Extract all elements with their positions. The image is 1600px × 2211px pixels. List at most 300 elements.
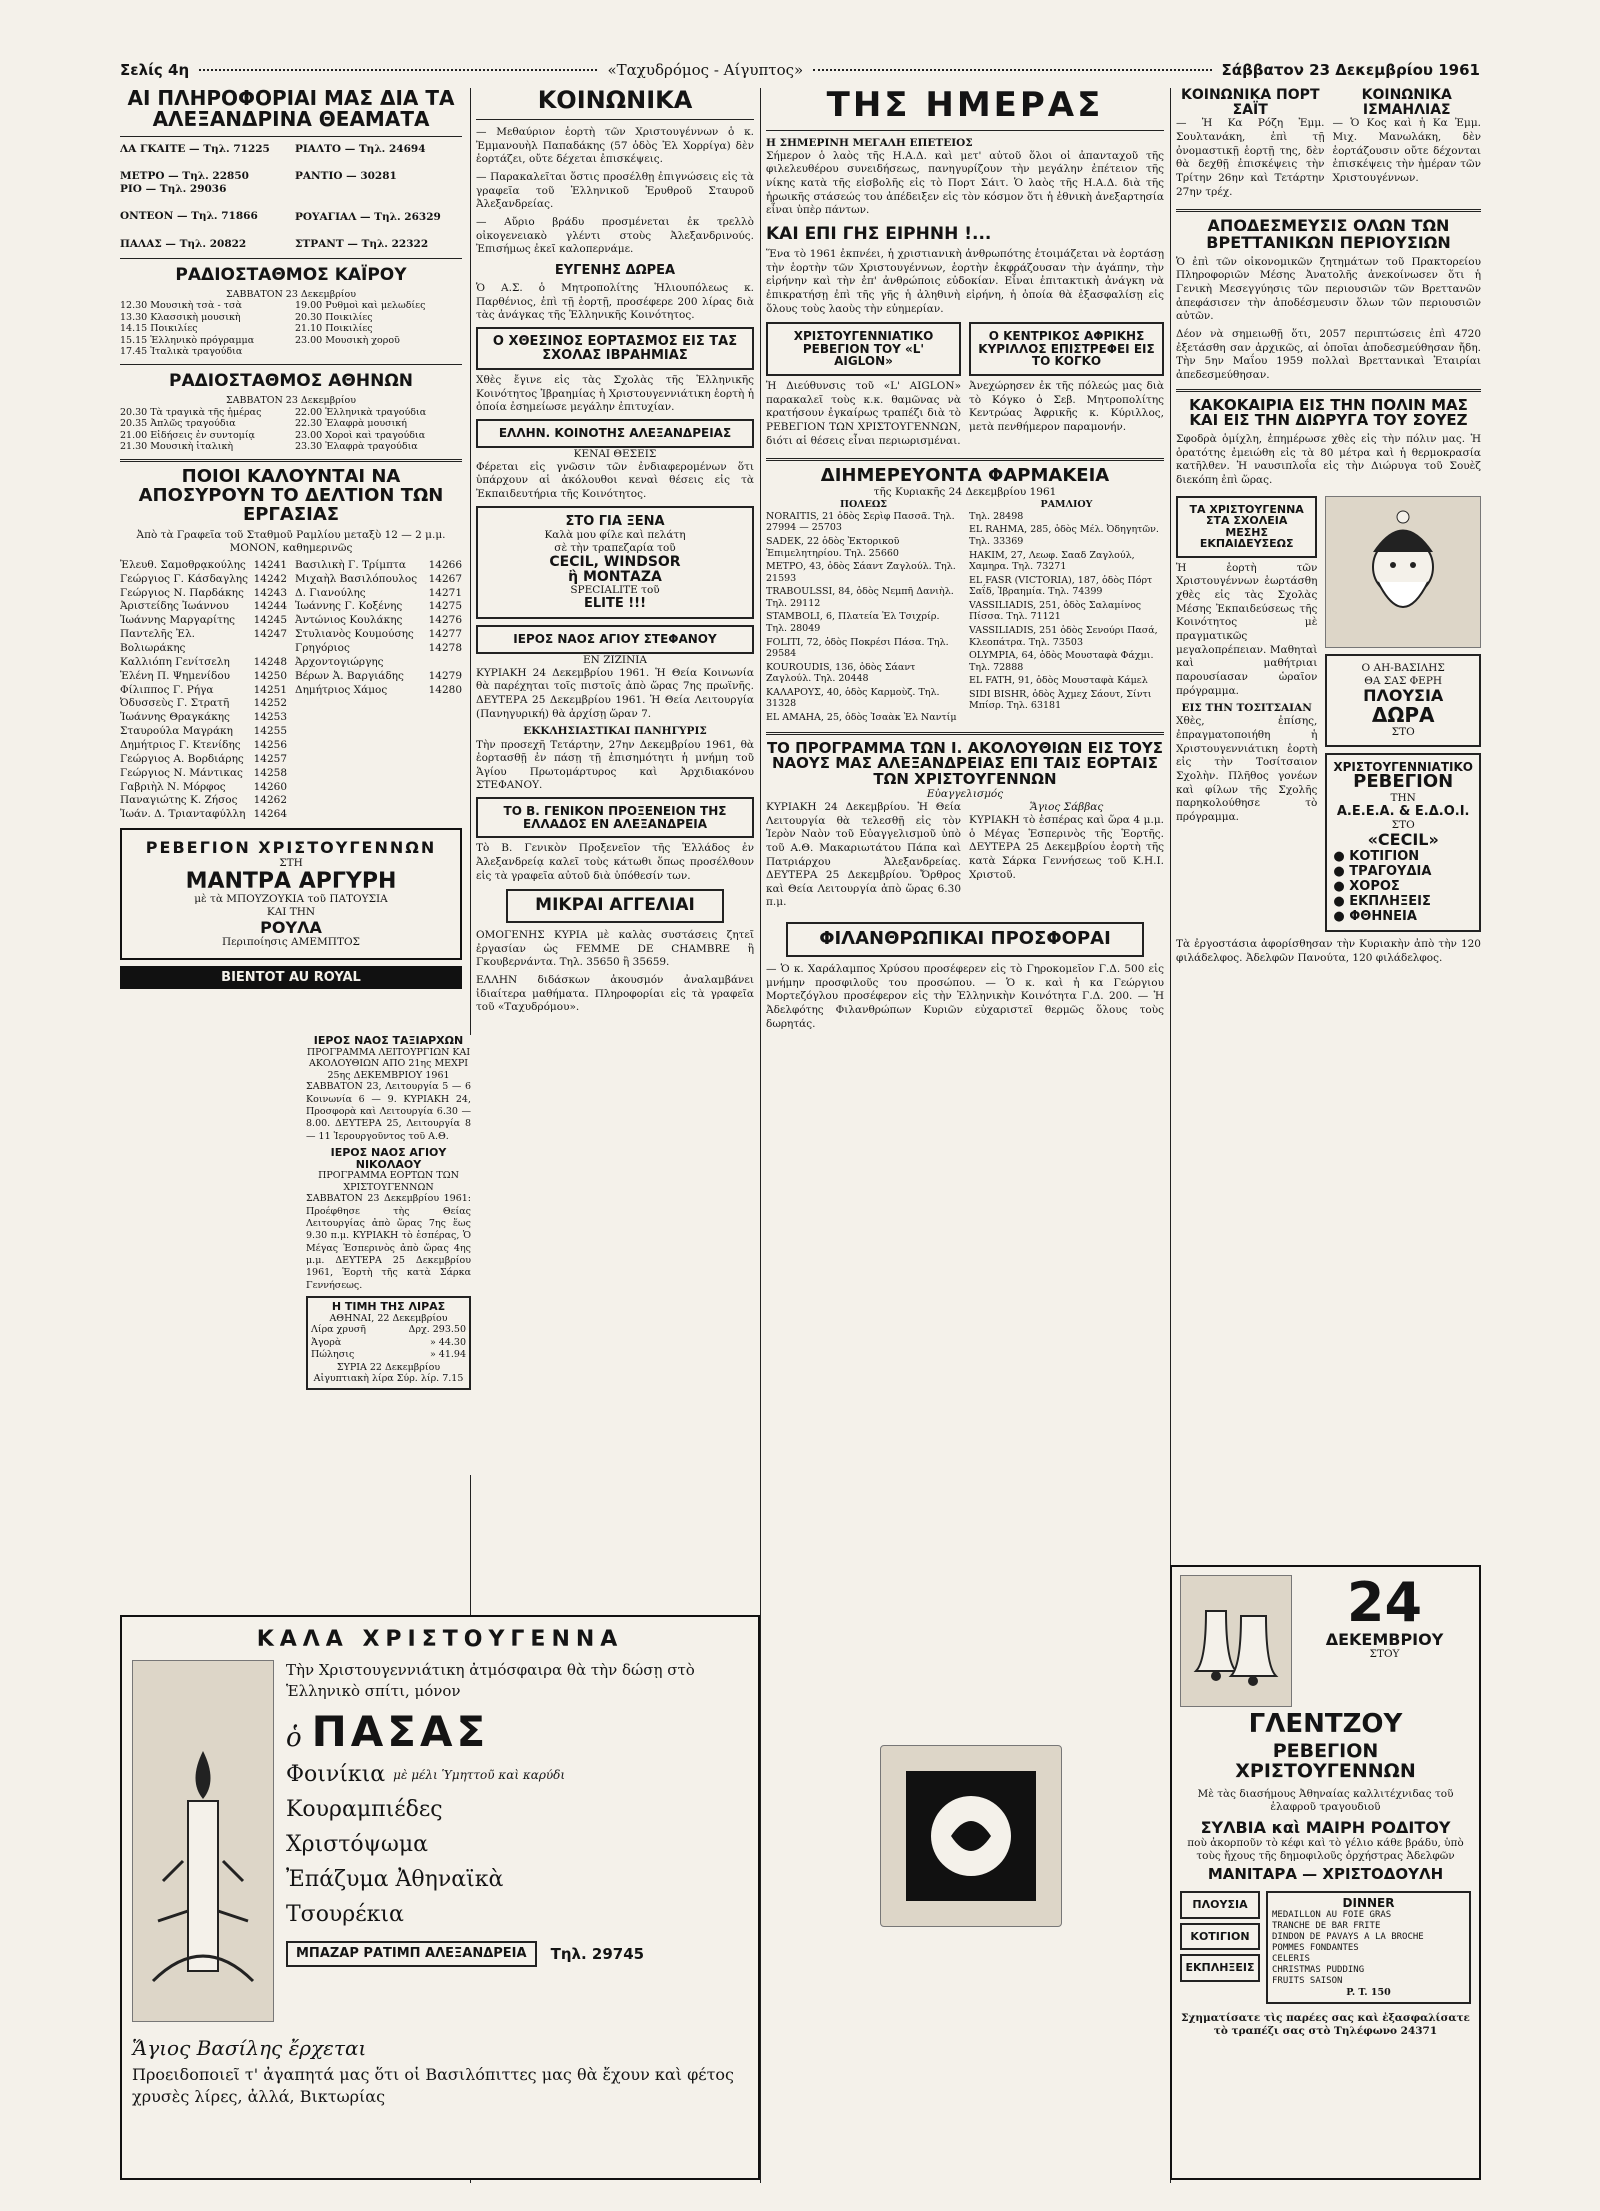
worker-name: Δ. Γιανούλης <box>295 586 366 599</box>
services-text: ΚΥΡΙΑΚΗ τὸ ἑσπέρας καὶ ὥρα 4 μ.μ. ὁ Μέγας Ἑσπερινὸς τῆς Ἑορτῆς. ΔΕΥΤΕΡΑ 25 Δεκεμβρίου ἑορτὴ τῆς κατὰ Σάρκα Γεννήσεως τοῦ Κ.Η.Ι. Χριστοῦ. <box>969 814 1164 881</box>
worker-number: 14241 <box>253 558 287 571</box>
gold-sub: ΣΥΡΙΑ 22 Δεκεμβρίου <box>336 1361 441 1373</box>
worker-name: Ἀριστείδης Ἰωάννου <box>120 600 229 613</box>
pharmacy-entry: OLYMPIA, 64, ὁδὸς Μουσταφὰ Φάχμι. Τηλ. 72888 <box>969 650 1154 673</box>
radio-item: 21.10 Ποικιλίες <box>295 323 373 335</box>
theatre-entry: ΡΙΟ — Τηλ. 29036 <box>120 183 227 196</box>
worker-name: Βασιλικὴ Γ. Τρίμπτα <box>295 558 406 571</box>
cecil-ad <box>476 506 754 619</box>
pharmacy-entry: VASSILIADIS, 251 ὁδὸς Σενούρι Πασά, Κλεοπάτρα. Τηλ. 73503 <box>969 625 1158 648</box>
pasas-intro: Τὴν Χριστουγεννιάτικη ἀτμόσφαιρα θὰ τὴν δώσῃ στὸ Ἑλληνικὸ σπίτι, μόνον <box>286 1661 695 1700</box>
pasas-brand: ΠΑΣΑΣ <box>311 1707 490 1756</box>
school-heading: ΤΑ ΧΡΙΣΤΟΥΓΕΝΝΑ ΣΤΑ ΣΧΟΛΕΙΑ ΜΕΣΗΣ ΕΚΠΑΙΔΕΥΣΕΩΣ <box>1176 496 1317 558</box>
worker-number: 14271 <box>428 586 462 599</box>
gold-label: Πώλησις <box>311 1349 355 1361</box>
worker-name: Σταυρούλα Μαγράκη <box>120 725 233 738</box>
aeea-ad <box>1325 753 1481 932</box>
worker-row <box>120 587 287 601</box>
pasas-ad <box>120 1615 760 2180</box>
services-saint: Ἅγιος Σάββας <box>1029 801 1104 813</box>
aeea-bullet-row <box>1333 864 1473 879</box>
masthead <box>120 58 1480 82</box>
radio-item: 14.15 Ποικιλίες <box>120 323 198 335</box>
worker-row <box>120 781 287 795</box>
aeea-bullet: ΕΚΠΛΗΞΕΙΣ <box>1349 893 1431 909</box>
worker-name: Δημήτριος Χάμος <box>295 683 388 696</box>
worker-row <box>120 600 287 614</box>
worker-name: Παντελῆς Ἐλ. Βολιωράκης <box>120 628 195 654</box>
worker-row <box>120 573 287 587</box>
pasas-footer-title: Ἅγιος Βασίλης ἔρχεται <box>132 2036 367 2060</box>
worker-number: 14256 <box>253 738 287 751</box>
glentzou-perf-note: ποὺ ἀκορποῦν τὸ κέφι καὶ τὸ γέλιο κάθε βράδυ, ὑπὸ τοὺς ἤχους τῆς δημοφιλοῦς ὀρχήστρας Ἀδελφῶν <box>1187 1837 1464 1863</box>
pharmacy-entry: EL AMAHA, 25, ὁδὸς Ἰσαὰκ Ἐλ Ναντίμ <box>766 712 957 724</box>
taxiarchon-text: ΣΑΒΒΑΤΟΝ 23, Λειτουργία 5 — 6 Κοινωνία 6 — 9. ΚΥΡΙΑΚΗ 24, Προσφορὰ καὶ Λειτουργία 6.30 — 8.00. ΔΕΥΤΕΡΑ 25, Λειτουργία 8 — 11 Ἱερουργοῦντος τοῦ Α.Θ. <box>306 1081 471 1142</box>
pharmacy-subheading: τῆς Κυριακῆς 24 Δεκεμβρίου 1961 <box>873 486 1057 499</box>
santa-ad-line: Ο ΑΗ-ΒΑΣΙΛΗΣ <box>1361 661 1445 674</box>
pharmacy-heading: ΔΙΗΜΕΡΕΥΟΝΤΑ ΦΑΡΜΑΚΕΙΑ <box>820 465 1110 487</box>
menu-item: MEDAILLON AU FOIE GRAS <box>1272 1909 1392 1920</box>
pasas-item: Ἐπάζυμα Ἀθηναϊκὰ <box>286 1867 504 1893</box>
taxiarchon-sub: ΠΡΟΓΡΑΜΜΑ ΛΕΙΤΟΥΡΓΙΩΝ ΚΑΙ ΑΚΟΛΟΥΘΙΩΝ ΑΠΟ 21ης ΜΕΧΡΙ 25ης ΔΕΚΕΜΒΡΙΟΥ 1961 <box>306 1046 471 1081</box>
worker-number: 14251 <box>253 683 287 696</box>
worker-row <box>120 794 287 808</box>
social-paragraph: — Μεθαύριον ἑορτὴ τῶν Χριστουγέννων ὁ κ. Ἐμμανουὴλ Παπαδάκης (57 ὁδὸς Ἐλ Χορρίγα) δὲν ἑορτάζει, οὔτε δέχεται ἐπισκέψεις. <box>476 126 754 166</box>
theatre-entry: ΟΝΤΕΟΝ — Τηλ. 71866 <box>120 210 258 223</box>
worker-number: 14280 <box>428 683 462 696</box>
menu-item: TRANCHE DE BAR FRITE <box>1272 1920 1381 1931</box>
worker-row <box>120 614 287 628</box>
menu-item: FRUITS SAISON <box>1272 1975 1343 1986</box>
aeea-bullet-row <box>1333 879 1473 894</box>
radio-item: 23.00 Χοροὶ καὶ τραγούδια <box>295 429 426 441</box>
royal-ad: BIENTOT AU ROYAL <box>120 966 462 989</box>
pharmacy-entry: TRABOULSSI, 84, ὁδὸς Νεμπῆ Δανιὴλ. Τηλ. 29112 <box>766 586 954 609</box>
charity-text: — Ὁ κ. Χαράλαμπος Χρύσου προσέφερεν εἰς τὸ Γηροκομεῖον Γ.Δ. 500 εἰς μνήμην προσφιλοῦς του προσώπου. — Ὁ κ. καὶ ἡ κα Γεώργιου Μορτεζόγλου προσέφερον εἰς τὴν Ἑλληνικὴν Κοινότητα Γ.Δ. 200. — Ἡ Ἀδελφότης Φιλανθρώπων Κυριῶν εὐχαριστεῖ θερμῶς ὅλους τοὺς δωρητάς. <box>766 963 1164 1030</box>
pharmacy-entry: FOLITI, 72, ὁδὸς Ποκρέσι Πάσα. Τηλ. 29584 <box>766 636 949 660</box>
santa-icon <box>1353 507 1453 637</box>
aeea-ad-line: ΤΗΝ <box>1390 792 1416 805</box>
radio-athens-heading: ΡΑΔΙΟΣΤΑΘΜΟΣ ΑΘΗΝΩΝ <box>168 370 413 391</box>
worker-row <box>120 808 287 822</box>
worker-number: 14267 <box>428 572 462 585</box>
services-subheading: Εὐαγγελισμός <box>926 787 1004 800</box>
issue-date: Σάββατον 23 Δεκεμβρίου 1961 <box>1221 61 1480 79</box>
glentzou-side-item: ΠΛΟΥΣΙΑ <box>1180 1891 1260 1919</box>
cecil-ad-line: Καλὰ μου φίλε καὶ πελάτη <box>544 528 686 541</box>
peace-heading: ΚΑΙ ΕΠΙ ΓΗΣ ΕΙΡΗΝΗ !... <box>766 224 992 245</box>
glentzou-desc: Μὲ τὰς διασήμους Ἀθηναίας καλλιτέχνιδας τοῦ ἐλαφροῦ τραγουδιοῦ <box>1197 1788 1454 1814</box>
theatre-entry: ΛΑ ΓΚΑΙΤΕ — Τηλ. 71225 <box>120 143 270 155</box>
taxiarchon-heading: ΙΕΡΟΣ ΝΑΟΣ ΤΑΞΙΑΡΧΩΝ <box>313 1035 464 1047</box>
cecil-ad-line: ELITE !!! <box>583 596 647 612</box>
glentzou-performers: ΣΥΛΒΙΑ καὶ ΜΑΙΡΗ ΡΟΔΙΤΟΥ <box>1200 1818 1451 1838</box>
worker-name: Γεώργιος Α. Βορδιάρης <box>120 752 244 765</box>
pharmacy-entry: KOUROUDIS, 136, ὁδὸς Σάαντ Ζαγλούλ. Τηλ. 20448 <box>766 661 916 685</box>
worker-row <box>295 670 462 684</box>
worker-row <box>120 670 287 684</box>
worker-number: 14253 <box>253 711 287 724</box>
worker-number: 14243 <box>253 586 287 599</box>
consulate-text: Τὸ Β. Γενικὸν Προξενεῖον τῆς Ἑλλάδος ἐν Ἀλεξανδρείᾳ καλεῖ τοὺς κάτωθι ὅπως προσέλθουν εἰς τὰ γραφεῖα αὐτοῦ διὰ ὑπόθεσίν των. <box>476 842 754 882</box>
bullet-icon: ● <box>1333 878 1350 894</box>
pasas-item: Τσουρέκια <box>286 1902 404 1928</box>
pharmacy-entry: SADEK, 22 ὁδὸς Ἐκτορικοῦ Ἐπιμελητηρίου. Τηλ. 25660 <box>766 535 900 559</box>
worker-number: 14244 <box>253 600 287 613</box>
aiglon-text: Ἡ Διεύθυνσις τοῦ «L' AIGLON» παρακαλεῖ τοὺς κ.κ. θαμῶνας νὰ κρατήσουν ἐγκαίρως τραπέζι διὰ τὸ ΡΕΒΕΓΙΟΝ ΤΩΝ ΧΡΙΣΤΟΥΓΕΝΝΩΝ, διότι αἱ θέσεις εἶναι περιωρισμέναι. <box>766 380 961 447</box>
africa-heading: Ο ΚΕΝΤΡΙΚΟΣ ΑΦΡΙΚΗΣ ΚΥΡΙΛΛΟΣ ΕΠΙΣΤΡΕΦΕΙ ΕΙΣ ΤΟ ΚΟΓΚΟ <box>969 322 1164 376</box>
stefanos-heading: ΙΕΡΟΣ ΝΑΟΣ ΑΓΙΟΥ ΣΤΕΦΑΝΟΥ <box>476 625 754 654</box>
theatre-entry: ΡΑΝΤΙΟ — 30281 <box>295 170 397 183</box>
worker-name: Ἑλένη Π. Ψημενίδου <box>120 669 231 682</box>
worker-name: Γαβριὴλ Ν. Μόρφος <box>120 780 226 793</box>
pharmacy-entry: VASSILIADIS, 251, ὁδὸς Σαλαμίνος Πίσσα. Τηλ. 71121 <box>969 599 1142 623</box>
menu-item: CHRISTMAS PUDDING <box>1272 1964 1365 1975</box>
aeea-bullet: ΚΟΤΙΓΙΟΝ <box>1349 848 1420 864</box>
charity-heading: ΦΙΛΑΝΘΡΩΠΙΚΑΙ ΠΡΟΣΦΟΡΑΙ <box>786 922 1144 957</box>
school-text: Χθὲς, ἐπίσης, ἐπραγματοποιήθη ἡ Χριστουγεννιάτικη ἑορτὴ εἰς τὴν Τοσίτσαιον Σχολὴν. Πλῆθος γονέων καὶ φίλων τῆς Σχολῆς παρηκολούθησε τὸ πρόγραμμα. <box>1176 715 1318 823</box>
british-heading: ΑΠΟΔΕΣΜΕΥΣΙΣ ΟΛΩΝ ΤΩΝ ΒΡΕΤΤΑΝΙΚΩΝ ΠΕΡΙΟΥΣΙΩΝ <box>1206 216 1451 253</box>
pasas-ad-title: ΚΑΛΑ ΧΡΙΣΤΟΥΓΕΝΝΑ <box>256 1627 624 1652</box>
menu-item: POMMES FONDANTES <box>1272 1942 1359 1953</box>
stefanos-text: ΚΥΡΙΑΚΗ 24 Δεκεμβρίου 1961. Ἡ Θεία Κοινωνία θὰ παρέχηται τοῖς πιστοῖς ἀπὸ ὥρας 7ης πρωϊνῆς. ΔΕΥΤΕΡΑ 25 Δεκεμβρίου 1961. Ἡ Θεία Λειτουργία (Πανηγυρική) θὰ ἀρχίσῃ ὥραν 7. <box>476 666 754 720</box>
worker-name: Ὀδυσσεὺς Γ. Στρατῆ <box>120 697 230 710</box>
menu-title: DINNER <box>1342 1896 1395 1911</box>
menu-item: DINDON DE PAVAYS A LA BROCHE <box>1272 1931 1424 1942</box>
santa-ad-line: ΔΩΡΑ <box>1371 702 1435 727</box>
churches-block <box>300 1035 471 1475</box>
ismailia-heading: ΚΟΙΝΩΝΙΚΑ ΙΣΜΑΗΛΙΑΣ <box>1361 88 1452 118</box>
worker-row <box>120 739 287 753</box>
glentzou-venue: ΓΛΕΝΤΖΟΥ <box>1248 1709 1403 1739</box>
glentzou-sto: ΣΤΟΥ <box>1369 1648 1400 1661</box>
services-text: ΚΥΡΙΑΚΗ 24 Δεκεμβρίου. Ἡ Θεία Λειτουργία θὰ τελεσθῇ εἰς τὸν Ἱερὸν Ναὸν τοῦ Εὐαγγελισμοῦ ὑπὸ τοῦ Α.Θ. Μακαριωτάτου Πάπα καὶ Πατριάρχου Ἀλεξανδρείας. ΔΕΥΤΕΡΑ 25 Δεκεμβρίου. Ὄρθρος καὶ Θεία Λειτουργία ἀπὸ ὥρας 6.30 π.μ. <box>766 801 961 909</box>
radio-item: 20.30 Τὰ τραγικὰ τῆς ἡμέρας <box>120 406 262 418</box>
school-subheading: ΕΙΣ ΤΗΝ ΤΟΣΙΤΣΑΙΑΝ <box>1181 702 1312 715</box>
worker-number: 14277 <box>428 628 462 641</box>
social-paragraph: — Παρακαλεῖται ὅστις προσέλθῃ ἐπιγνώσεις εἰς τὰ γραφεῖα τοῦ Ἐλληνικοῦ Ἐρυθροῦ Σταυροῦ Ἀλεξανδρείας. <box>476 171 754 211</box>
portsaid-heading: ΚΟΙΝΩΝΙΚΑ ΠΟΡΤ ΣΑΪΤ <box>1181 88 1320 118</box>
workers-subheading: Ἀπὸ τὰ Γραφεῖα τοῦ Σταθμοῦ Ραμλίου μεταξὺ 12 — 2 μ.μ. ΜΟΝΟΝ, καθημερινῶς <box>136 528 446 554</box>
menu-item: CELERIS <box>1272 1953 1310 1964</box>
worker-name: Φίλιππος Γ. Ρήγα <box>120 683 214 696</box>
worker-row <box>120 697 287 711</box>
worker-name: Ἰωάν. Δ. Τριανταφύλλη <box>120 808 246 821</box>
worker-number: 14266 <box>428 558 462 571</box>
worker-name: Γρηγόριος Ἀρχοντογιώργης <box>295 641 384 668</box>
worker-name: Μιχαὴλ Βασιλόπουλος <box>295 572 418 585</box>
radio-item: 17.45 Ἰταλικὰ τραγούδια <box>120 346 243 358</box>
theatre-entry: ΡΙΑΛΤΟ — Τηλ. 24694 <box>295 143 426 155</box>
aeea-footer: Τὰ ἐργοστάσια ἀφορίσθησαν τὴν Κυριακὴν ἀπὸ τὴν 120 φιλάδελφος. Ἀδελφῶν Πανούτα, 120 φιλάδελφος. <box>1176 937 1481 964</box>
paniguri-heading: ΕΚΚΛΗΣΙΑΣΤΙΚΑΙ ΠΑΝΗΓΥΡΙΣ <box>523 725 707 738</box>
nikolaos-sub: ΠΡΟΓΡΑΜΜΑ ΕΟΡΤΩΝ ΤΩΝ ΧΡΙΣΤΟΥΓΕΝΝΩΝ <box>318 1170 459 1193</box>
gold-label: Ἀγορὰ <box>311 1336 342 1348</box>
worker-number: 14248 <box>253 655 287 668</box>
africa-text: Ἀνεχώρησεν ἐκ τῆς πόλεώς μας διὰ τὸ Κόγκο ὁ Σεβ. Μητροπολίτης Κεντρώας Ἀφρικῆς κ. Κύριλλος, μετὰ πενθήμερον παραμονήν. <box>969 380 1164 433</box>
worker-row <box>295 559 462 573</box>
bullet-icon: ● <box>1333 848 1350 864</box>
gold-heading: Η ΤΙΜΗ ΤΗΣ ΛΙΡΑΣ <box>331 1300 446 1313</box>
aeea-ad-line: ΡΕΒΕΓΙΟΝ <box>1353 771 1454 793</box>
worker-row <box>120 725 287 739</box>
theatre-entry: ΜΕΤΡΟ — Τηλ. 22850 <box>120 170 249 183</box>
santa-illustration <box>1325 496 1481 648</box>
worker-row <box>120 711 287 725</box>
community-text: Φέρεται εἰς γνῶσιν τῶν ἐνδιαφερομένων ὅτι ὑπάρχουν αἱ ἀκόλουθοι κεναὶ θέσεις εἰς τὰ Ἐκπαιδευτήρια τῆς Κοινότητος. <box>476 460 754 501</box>
radio-item: 21.30 Μουσικὴ ἰταλικὴ <box>120 441 234 453</box>
donation-heading: ΕΥΓΕΝΗΣ ΔΩΡΕΑ <box>554 262 676 278</box>
worker-row <box>295 600 462 614</box>
theatre-entry: ΣΤΡΑΝΤ — Τηλ. 22322 <box>295 238 429 251</box>
pharmacy-entry: EL RAHMA, 285, ὁδὸς Μέλ. Ὀδηγητῶν. Τηλ. 33369 <box>969 524 1159 547</box>
cecil-ad-title: ΣΤΟ ΓΙΑ ΞΕΝΑ <box>565 513 665 529</box>
cecil-ad-line: SPECIALITE τοῦ <box>570 584 660 597</box>
gold-row <box>311 1337 466 1350</box>
glentzou-month: ΔΕΚΕΜΒΡΙΟΥ <box>1325 1629 1444 1649</box>
nikolaos-text: ΣΑΒΒΑΤΟΝ 23 Δεκεμβρίου 1961: Προέφθησε τὴς Θείας Λειτουργίας ἀπὸ ὥρας 7ης ἕως 9.30 π.μ. ΚΥΡΙΑΚΗ τὸ ἑσπέρας, Ὁ Μέγας Ἑσπερινὸς ἀπὸ ὥρας 4ης μ.μ. ΔΕΥΤΕΡΑ 25 Δεκεμβρίου 1961, Ἑορτὴ τῆς κατὰ Σάρκα Γεννήσεως. <box>306 1193 471 1291</box>
aeea-bullet: ΧΟΡΟΣ <box>1349 878 1400 894</box>
glentzou-ad <box>1170 1565 1481 2180</box>
worker-name: Στυλιανὸς Κουμούσης <box>295 628 414 641</box>
bullet-icon: ● <box>1333 893 1350 909</box>
ad-line: ΚΑΙ ΤΗΝ <box>266 906 316 919</box>
british-text: Ὁ ἐπὶ τῶν οἰκονομικῶν ζητημάτων τοῦ Πρακτορείου Πληροφοριῶν Μέσης Ἀνατολῆς ἀνεκοίνωσεν ὅτι ἡ Γενικὴ Μεσεγγύησις τῶν περιουσιῶν τῶν Βρεττανῶν ἀπεφάσισεν τὴν ἀποδέσμευσιν ὅλων τῶν περιουσιῶν αὐτῶν. <box>1176 255 1481 323</box>
community-heading: ΕΛΛΗΝ. ΚΟΙΝΟΤΗΣ ΑΛΕΞΑΝΔΡΕΙΑΣ <box>476 419 754 448</box>
aiglon-heading: ΧΡΙΣΤΟΥΓΕΝΝΙΑΤΙΚΟ ΡΕΒΕΓΙΟΝ ΤΟΥ «L' AIGLON» <box>766 322 961 376</box>
pasas-footer-text: Προειδοποιεῖ τ' ἀγαπητά μας ὅτι οἱ Βασιλόπιττες μας θὰ ἔχουν καὶ φέτος χρυσὲς λίρες, ἀλλά, Βικτωρίας <box>132 2065 735 2107</box>
cecil-ad-line: CECIL, WINDSOR <box>549 553 681 570</box>
pharmacy-entry: NORAITIS, 21 ὁδὸς Σερὶφ Πασσᾶ. Τηλ. 27994 — 25703 <box>766 510 955 534</box>
menu-price: P. T. 150 <box>1346 1986 1391 1998</box>
worker-number: 14252 <box>253 697 287 710</box>
radio-item: 20.30 Ποικιλίες <box>295 311 373 323</box>
pharmacy-entry: HAKIM, 27, Λεωφ. Σααδ Ζαγλούλ, Χαμηρα. Τηλ. 73271 <box>969 549 1135 573</box>
worker-number: 14258 <box>253 766 287 779</box>
candle-illustration <box>132 1660 274 2022</box>
santa-ad-line: ΠΛΟΥΣΙΑ <box>1363 685 1444 705</box>
workers-heading: ΠΟΙΟΙ ΚΑΛΟΥΝΤΑΙ ΝΑ ΑΠΟΣΥΡΟΥΝ ΤΟ ΔΕΛΤΙΟΝ ΤΩΝ ΕΡΓΑΣΙΑΣ <box>138 465 444 525</box>
gold-label: Λίρα χρυσῆ <box>311 1324 366 1336</box>
radio-athens-date: ΣΑΒΒΑΤΟΝ 23 Δεκεμβρίου <box>225 394 357 406</box>
worker-number: 14242 <box>253 572 287 585</box>
pharmacy-area: ΠΟΛΕΩΣ <box>839 499 888 511</box>
cecil-ad-line: ἢ ΜΟΝΤΑΖΑ <box>568 568 662 585</box>
cecil-ad-line: σὲ τὴν τραπεζαρία τοῦ <box>554 541 676 554</box>
aeea-bullet: ΦΘΗΝΕΙΑ <box>1349 908 1417 924</box>
worker-number: 14247 <box>253 628 287 641</box>
worker-number: 14275 <box>428 600 462 613</box>
pharmacy-entry: EL FASR (VICTORIA), 187, ὁδὸς Πόρτ Σαΐδ, Ἰβραημία. Τηλ. 74399 <box>969 574 1153 598</box>
gold-price-box <box>306 1296 471 1390</box>
theatres-list <box>120 143 462 252</box>
aeea-bullet-row <box>1333 849 1473 864</box>
pharmacy-area: ΡΑΜΛΙΟΥ <box>1040 499 1093 511</box>
worker-name: Γεώργιος Γ. Κάσδαγλης <box>120 572 248 585</box>
gold-row <box>311 1349 466 1362</box>
weather-heading: ΚΑΚΟΚΑΙΡΙΑ ΕΙΣ ΤΗΝ ΠΟΛΙΝ ΜΑΣ ΚΑΙ ΕΙΣ ΤΗΝ ΔΙΩΡΥΓΑ ΤΟΥ ΣΟΥΕΖ <box>1189 395 1468 430</box>
ad-venue: ΜΑΝΤΡΑ ΑΡΓΥΡΗ <box>185 869 397 895</box>
ismailia-text: — Ὁ Κος καὶ ἡ Κα Ἐμμ. Μιχ. Μανωλάκη, δὲν ἑορτάζουσιν οὔτε δέχονται ἐπισκέψεις τὴν ἡμέραν τῶν Χριστουγέννων. <box>1332 117 1481 184</box>
aeea-ad-line: «CECIL» <box>1367 830 1439 850</box>
gold-sub: ΑΘΗΝΑΙ, 22 Δεκεμβρίου <box>329 1312 448 1324</box>
pharmacy-entry: ΚΑΛΑΡΟΥΣ, 40, ὁδὸς Καρμοὺζ. Τηλ. 31328 <box>766 686 940 710</box>
worker-name: Δημήτριος Γ. Κτενίδης <box>120 738 241 751</box>
glentzou-event: ΡΕΒΕΓΙΟΝ ΧΡΙΣΤΟΥΓΕΝΝΩΝ <box>1235 1740 1416 1783</box>
worker-row <box>295 684 462 698</box>
stefanos-sub: ΕΝ ΖΙΖΙΝΙΑ <box>583 653 647 666</box>
santa-ad-line: ΘΑ ΣΑΣ ΦΕΡΗ <box>1364 674 1443 687</box>
radio-item: 12.30 Μουσικὴ τσὰ - τσὰ <box>120 300 242 312</box>
reveillon-argyri-ad <box>120 828 462 959</box>
aeea-bullet: ΤΡΑΓΟΥΔΙΑ <box>1349 863 1432 879</box>
worker-row <box>295 587 462 601</box>
school-celebration-heading: Ο ΧΘΕΣΙΝΟΣ ΕΟΡΤΑΣΜΟΣ ΕΙΣ ΤΑΣ ΣΧΟΛΑΣ ΙΒΡΑΗΜΙΑΣ <box>476 327 754 370</box>
ad-line: Περιποίησις ΑΜΕΜΠΤΟΣ <box>222 936 360 949</box>
worker-name: Ἐλευθ. Σαμοθρᾳκούλης <box>120 558 246 571</box>
social-heading: ΚΟΙΝΩΝΙΚΑ <box>537 88 693 114</box>
column-center <box>766 88 1164 1588</box>
worker-row <box>295 628 462 642</box>
worker-number: 14264 <box>253 808 287 821</box>
gold-row: Αἰγυπτιακὴ λίρα Σύρ. λίρ. 7.15 <box>313 1373 464 1385</box>
glentzou-side-item: ΚΟΤΙΓΙΟΝ <box>1180 1923 1260 1951</box>
worker-row <box>295 642 462 670</box>
ad-line: μὲ τὰ ΜΠΟΥΖΟΥΚΙΑ τοῦ ΠΑΤΟΥΣΙΑ <box>194 893 388 906</box>
radio-item: 22.00 Ἑλληνικὰ τραγούδια <box>295 406 427 418</box>
ad-singer: ΡΟΥΛΑ <box>260 917 322 937</box>
theatres-heading: ΑΙ ΠΛΗΡΟΦΟΡΙΑΙ ΜΑΣ ΔΙΑ ΤΑ ΑΛΕΞΑΝΔΡΙΝΑ ΘΕΑΜΑΤΑ <box>127 88 455 131</box>
school-celebration-text: Χθὲς ἔγινε εἰς τὰς Σχολὰς τῆς Ἑλληνικῆς Κοινότητος Ἰβραημίας ἡ Χριστουγεννιάτικη ἑορτὴ ἡ ὁποία ἐσημείωσε μεγάλην ἐπιτυχίαν. <box>476 374 754 414</box>
services-heading: ΤΟ ΠΡΟΓΡΑΜΜΑ ΤΩΝ Ι. ΑΚΟΛΟΥΘΙΩΝ ΕΙΣ ΤΟΥΣ ΝΑΟΥΣ ΜΑΣ ΑΛΕΞΑΝΔΡΕΙΑΣ ΕΠΙ ΤΑΙΣ ΕΟΡΤΑΙΣ ΤΩΝ ΧΡΙΣΤΟΥΓΕΝΝΩΝ <box>766 738 1164 789</box>
pharmacy-entry: EL FATH, 91, ὁδὸς Μουσταφὰ Κάμελ <box>969 675 1148 687</box>
radio-item: 22.30 Ἐλαφρὰ μουσική <box>295 418 407 430</box>
workers-list <box>120 559 462 822</box>
worker-name: Παναγιώτης Κ. Ζήσος <box>120 794 238 807</box>
pasas-shop: ΜΠΑΖΑΡ ΡΑΤΙΜΠ ΑΛΕΞΑΝΔΡΕΙΑ <box>286 1941 537 1967</box>
glentzou-day: 24 <box>1346 1571 1423 1634</box>
pasas-phone: Τηλ. 29745 <box>550 1944 645 1963</box>
community-subheading: ΚΕΝΑΙ ΘΕΣΕΙΣ <box>573 447 657 460</box>
worker-row <box>120 753 287 767</box>
ornament-icon <box>896 1761 1046 1911</box>
day-subheading: Η ΣΗΜΕΡΙΝΗ ΜΕΓΑΛΗ ΕΠΕΤΕΙΟΣ <box>766 136 973 149</box>
worker-number: 14250 <box>253 669 287 682</box>
pasas-item: Φοινίκια <box>286 1762 386 1788</box>
column-right <box>1176 88 1481 1588</box>
aeea-bullet-row <box>1333 894 1473 909</box>
pasas-item-note: μὲ μέλι Ὑμηττοῦ καὶ καρύδι <box>393 1767 566 1782</box>
small-ad-text: ΟΜΟΓΕΝΗΣ ΚΥΡΙΑ μὲ καλὰς συστάσεις ζητεῖ ἐργασίαν ὡς FEMME DE CHAMBRE ἢ Γκουβερνάντα. Τηλ. 35650 ἢ 35659. <box>476 929 754 969</box>
worker-name: Ἰωάννης Θραγκάκης <box>120 711 230 724</box>
ad-title: ΡΕΒΕΓΙΟΝ ΧΡΙΣΤΟΥΓΕΝΝΩΝ <box>145 838 437 858</box>
gold-row <box>311 1324 466 1337</box>
pasas-item: Χριστόψωμα <box>286 1832 429 1858</box>
glentzou-menu <box>1266 1891 1471 2004</box>
worker-name: Βέρων Ἀ. Βαργιάδης <box>295 669 404 682</box>
pharmacy-entry: STAMBOLI, 6, Πλατεία Ἐλ Τσιχρίρ. Τηλ. 28049 <box>766 611 940 634</box>
bells-icon <box>1186 1581 1286 1701</box>
weather-text: Σφοδρὰ ὁμίχλη, ἐπημέρωσε χθὲς εἰς τὴν πόλιν μας. Ἡ ὁρατότης ἐμειώθη εἰς τὰ 80 μέτρα καὶ ἡ θερμοκρασία κατῆλθεν. Ἡ ναυσιπλοΐα εἰς τὴν Διώρυγα τοῦ Σουὲζ διεκόπη ἐπὶ ὥρας. <box>1176 433 1481 486</box>
page-number: Σελίς 4η <box>120 61 190 79</box>
worker-row <box>120 767 287 781</box>
small-ad-text: ΕΛΛΗΝ διδάσκων ἀκουσμόν ἀναλαμβάνει ἰδιαίτερα μαθήματα. Πληροφορίαι εἰς τὰ γραφεῖα τοῦ «Ταχυδρόμου». <box>476 973 754 1014</box>
aeea-ad-line: Α.Ε.Ε.Α. & Ε.Δ.Ο.Ι. <box>1336 804 1470 820</box>
worker-row <box>120 559 287 573</box>
aeea-ad-line: ΧΡΙΣΤΟΥΓΕΝΝΙΑΤΙΚΟ <box>1333 759 1473 774</box>
radio-cairo-heading: ΡΑΔΙΟΣΤΑΘΜΟΣ ΚΑΪΡΟΥ <box>175 264 407 285</box>
aeea-ad-line: ΣΤΟ <box>1391 819 1415 832</box>
nikolaos-heading: ΙΕΡΟΣ ΝΑΟΣ ΑΓΙΟΥ ΝΙΚΟΛΑΟΥ <box>330 1146 447 1171</box>
worker-row <box>295 573 462 587</box>
portsaid-text: — Ἡ Κα Ρόζη Ἐμμ. Σουλτανάκη, ἐπὶ τῇ ὀνομαστικῇ ἑορτῇ της, δὲν θὰ δεχθῇ ἐπισκέψεις τὴν Τρίτην 26ην καὶ Τετάρτην 27ην τρέχ. <box>1176 117 1325 198</box>
school-text: Ἡ ἑορτὴ τῶν Χριστουγέννων ἑωρτάσθη χθὲς εἰς τὰς Σχολὰς Μέσης Ἐκπαιδεύσεως τῆς Κοινότητος μὲ πραγματικῶς μεγαλοπρέπειαν. Μαθηταὶ καὶ μαθήτριαι παρουσίασαν ὡραῖον πρόγραμμα. <box>1176 561 1318 697</box>
radio-item: 23.00 Μουσικὴ χοροῦ <box>295 334 400 346</box>
worker-row <box>120 656 287 670</box>
donation-text: Ὁ Α.Σ. ὁ Μητροπολίτης Ἡλιουπόλεως κ. Παρθένιος, ἐπὶ τῇ ἑορτῇ, προσέφερε 200 λίρας διὰ τὰς ἀνάγκας τῆς Ἑλληνικῆς Κοινότητος. <box>476 281 754 322</box>
worker-name: Καλλιόπη Γενίτσελη <box>120 655 230 668</box>
theatre-entry: ΠΑΛΑΣ — Τηλ. 20822 <box>120 237 247 250</box>
worker-name: Γεώργιος Ν. Μάντικας <box>120 766 243 779</box>
bullet-icon: ● <box>1333 908 1350 924</box>
paper-name: «Ταχυδρόμος - Αίγυπτος» <box>607 61 804 79</box>
social-paragraph: — Αὔριο βράδυ προσμένεται ἐκ τρελλὸ οἰκογενειακὸ γλέντι στοὺς Ἀλεξανδρινούς. Ἐπισήμως ἐκεῖ καλοπερνάμε. <box>476 216 754 256</box>
small-ads-heading: ΜΙΚΡΑΙ ΑΓΓΕΛΙΑΙ <box>506 889 724 923</box>
worker-number: 14245 <box>253 614 287 627</box>
glentzou-footer: Σχηματίσατε τὶς παρέες σας καὶ ἐξασφαλίσατε τὸ τραπέζι σας στὸ Τηλέφωνο 24371 <box>1181 2012 1470 2038</box>
worker-number: 14278 <box>428 641 462 654</box>
british-text: Δέον νὰ σημειωθῇ ὅτι, 2057 περιπτώσεις ἐπὶ 4720 ἐξετάσθη σαν ἀρχικῶς, αἱ ὁποῖαι ἀποδεσμεύθησαν ἤδη. Τὴν 5ην Μαΐου 1959 πολλαὶ Βρεττανικαὶ Ἑταιρίαι ἀπεδεσμεύθησαν. <box>1176 328 1481 381</box>
day-heading: ΤΗΣ ΗΜΕΡΑΣ <box>826 88 1104 125</box>
santa-ad-line: ΣΤΟ <box>1391 725 1415 738</box>
candle-icon <box>143 1681 263 2001</box>
worker-number: 14262 <box>253 794 287 807</box>
radio-item: 21.00 Εἰδήσεις ἐν συντομίᾳ <box>120 429 255 441</box>
paniguri-text: Τὴν προσεχῆ Τετάρτην, 27ην Δεκεμβρίου 1961, θὰ ἑορτασθῇ ἐν πάσῃ τῇ ἐπισημότητι ἡ μνήμη τοῦ Ἁγίου Πρωτομάρτυρος καὶ Ἀρχιδιακόνου ΣΤΕΦΑΝΟΥ. <box>476 738 754 792</box>
worker-number: 14276 <box>428 614 462 627</box>
radio-item: 23.30 Ἐλαφρὰ τραγούδια <box>295 441 418 453</box>
worker-number: 14255 <box>253 725 287 738</box>
pharmacy-entry: ΜΕΤΡΟ, 43, ὁδὸς Σάαντ Ζαγλούλ. Τηλ. 21593 <box>766 561 956 584</box>
worker-row <box>120 684 287 698</box>
worker-number: 14279 <box>428 669 462 682</box>
worker-row <box>120 628 287 656</box>
peace-text: Ἕνα τὸ 1961 ἐκπνέει, ἡ χριστιανικὴ ἀνθρωπότης ἑτοιμάζεται νὰ ἑορτάσῃ τὴν ἑορτὴν τῶν Χριστουγέννων, ἑορτὴν ἐκφράζουσαν τὴν ἀγάπην, τὴν εἰρήνην καὶ τὴν ἐπ' ἀνθρώποις εὐδοκίαν. Εἶναι ἐπιτακτικὴ ἀνάγκη νὰ ἐπικρατήσῃ ἐπὶ τῆς γῆς ἡ ἀληθινὴ εἰρήνη, ἡ ὁποία θὰ ἐξασφαλίσῃ εἰς ὅλους τοὺς λαοὺς τὴν εὐημερίαν. <box>766 248 1164 315</box>
radio-item: 15.15 Ἑλληνικὸ πρόγραμμα <box>120 334 255 346</box>
worker-number: 14260 <box>253 780 287 793</box>
radio-item: 20.35 Ἀπλῶς τραγούδια <box>120 418 236 430</box>
gold-value: Δρχ. 293.50 <box>408 1324 466 1336</box>
gold-value: » 44.30 <box>429 1336 466 1348</box>
radio-cairo-date: ΣΑΒΒΑΤΟΝ 23 Δεκεμβρίου <box>225 288 357 300</box>
worker-row <box>295 614 462 628</box>
glentzou-side-item: ΕΚΠΛΗΞΕΙΣ <box>1180 1954 1260 1982</box>
pasas-brand-prefix: ὁ <box>286 1723 302 1753</box>
radio-item: 19.00 Ρυθμοὶ καὶ μελωδίες <box>295 300 426 312</box>
decorative-lamp <box>880 1745 1062 1927</box>
gold-value: » 41.94 <box>429 1349 466 1361</box>
aeea-bullet-row <box>1333 909 1473 924</box>
pasas-item: Κουραμπιέδες <box>286 1797 443 1823</box>
consulate-heading: ΤΟ Β. ΓΕΝΙΚΟΝ ΠΡΟΞΕΝΕΙΟΝ ΤΗΣ ΕΛΛΑΔΟΣ ΕΝ ΑΛΕΞΑΝΔΡΕΙΑ <box>476 797 754 838</box>
day-text: Σήμερον ὁ λαὸς τῆς Η.Α.Δ. καὶ μετ' αὐτοῦ ὅλοι οἱ ἀπανταχοῦ τῆς φιλελευθέρου συνειδήσεως, πανηγυρίζουν τὴν μεγάλην ἐπέτειον τῆς νίκης κατὰ τῆς εἰσβολῆς εἰς τὸ Πορτ Σάιτ. Ὁ λαὸς τῆς Η.Α.Δ. διὰ τῆς ἡρωικῆς στάσεώς του ἀπέδειξεν εἰς τὸν κόσμον ὅτι ἡ ἐθνικὴ ἀνεξαρτησία εἶναι ὑπὲρ πάντων. <box>766 149 1164 217</box>
pharmacy-entry: Τηλ. 28498 <box>969 510 1024 522</box>
glentzou-band: ΜΑΝΙΤΑΡΑ — ΧΡΙΣΤΟΔΟΥΛΗ <box>1207 1865 1444 1884</box>
bullet-icon: ● <box>1333 863 1350 879</box>
bells-illustration <box>1180 1575 1292 1707</box>
theatre-entry: ΡΟΥΑΓΙΑΛ — Τηλ. 26329 <box>295 211 441 224</box>
worker-number: 14257 <box>253 752 287 765</box>
